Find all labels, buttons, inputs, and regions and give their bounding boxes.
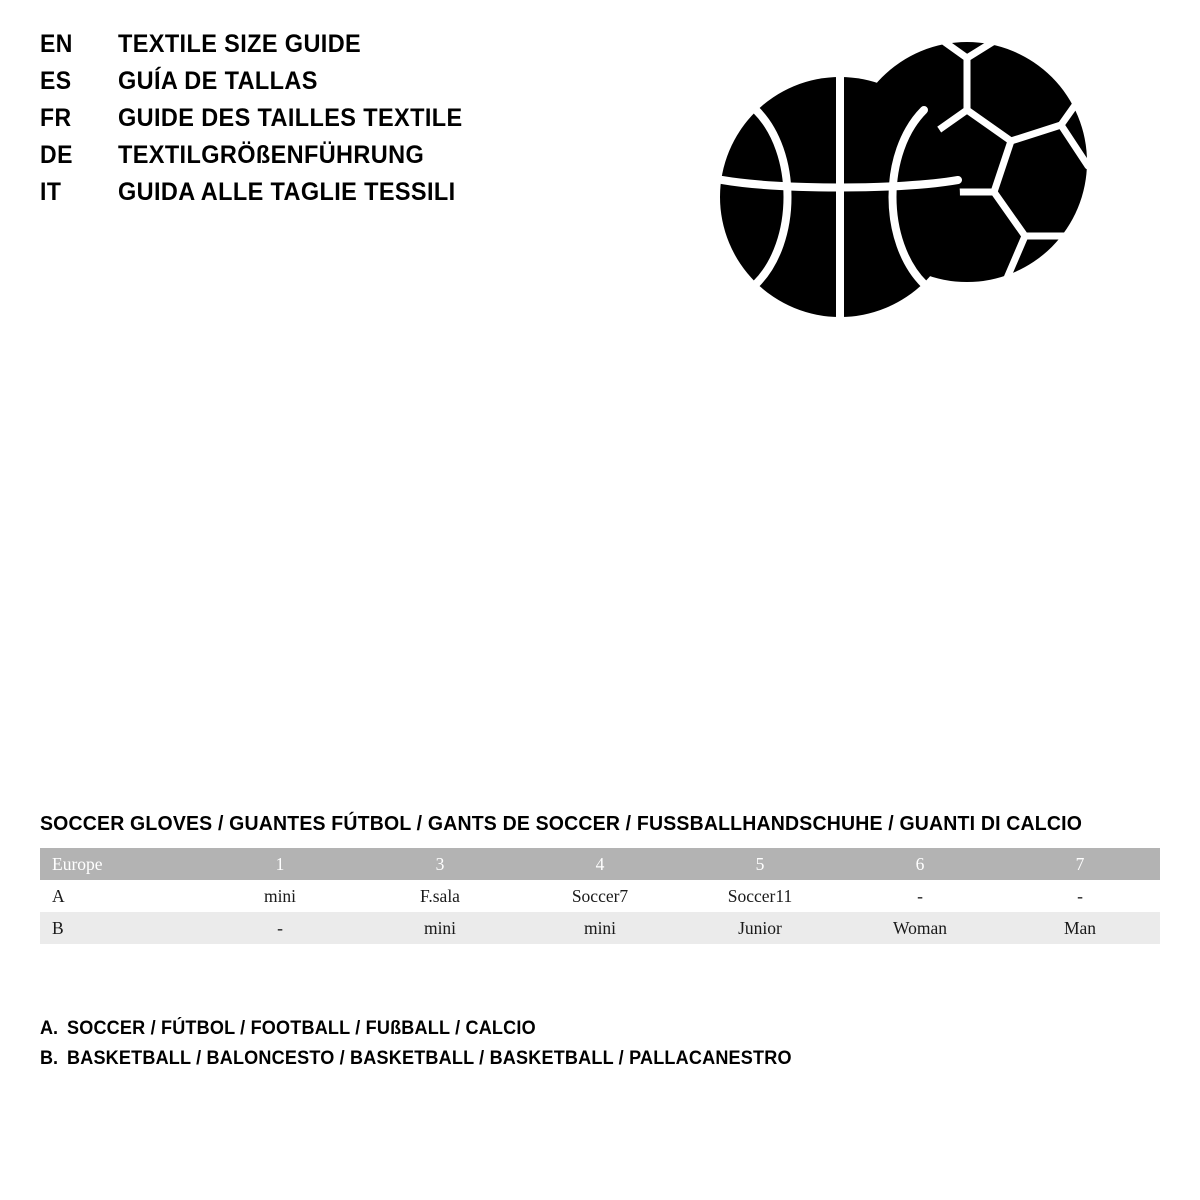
language-title-it: GUIDA ALLE TAGLIE TESSILI: [118, 178, 456, 206]
table-header-cell-europe: Europe: [40, 848, 200, 880]
language-title-es: GUÍA DE TALLAS: [118, 67, 318, 95]
table-cell-a-3: F.sala: [360, 880, 520, 912]
language-row-de: [40, 141, 680, 178]
language-code-en: EN: [40, 30, 73, 58]
legend-block: [40, 1018, 1140, 1078]
table-header-cell-6: 6: [840, 848, 1000, 880]
table-row-label-a: A: [40, 880, 200, 912]
table-cell-b-7: Man: [1000, 912, 1160, 944]
table-row: [40, 880, 1160, 912]
table-header-cell-5: 5: [680, 848, 840, 880]
legend-row-a: [40, 1018, 1140, 1048]
legend-row-b: [40, 1048, 1140, 1078]
language-header-list: [40, 30, 680, 215]
table-cell-a-1: mini: [200, 880, 360, 912]
language-code-es: ES: [40, 67, 72, 95]
legend-key-b: B.: [40, 1048, 59, 1069]
legend-text-b: BASKETBALL / BALONCESTO / BASKETBALL / BASKETBALL / PALLACANESTRO: [67, 1048, 792, 1069]
table-cell-b-6: Woman: [840, 912, 1000, 944]
size-table: [40, 848, 1160, 944]
table-cell-b-1: -: [200, 912, 360, 944]
table-header-row: [40, 848, 1160, 880]
language-title-en: TEXTILE SIZE GUIDE: [118, 30, 362, 58]
language-title-de: TEXTILGRÖßENFÜHRUNG: [118, 141, 425, 169]
basketball-icon: [720, 77, 960, 317]
language-row-fr: [40, 104, 680, 141]
table-header-cell-1: 1: [200, 848, 360, 880]
language-title-fr: GUIDE DES TAILLES TEXTILE: [118, 104, 463, 132]
table-cell-a-7: -: [1000, 880, 1160, 912]
table-header-cell-4: 4: [520, 848, 680, 880]
language-code-de: DE: [40, 141, 73, 169]
table-cell-b-3: mini: [360, 912, 520, 944]
language-row-en: [40, 30, 680, 67]
language-code-it: IT: [40, 178, 62, 206]
language-code-fr: FR: [40, 104, 72, 132]
table-cell-b-4: mini: [520, 912, 680, 944]
table-row: [40, 912, 1160, 944]
table-title: SOCCER GLOVES / GUANTES FÚTBOL / GANTS DE SOCCER / FUSSBALLHANDSCHUHE / GUANTI DI CALCIO: [40, 812, 1083, 835]
table-cell-a-5: Soccer11: [680, 880, 840, 912]
size-table-section: [40, 812, 1160, 944]
table-header-cell-3: 3: [360, 848, 520, 880]
language-row-es: [40, 67, 680, 104]
table-row-label-b: B: [40, 912, 200, 944]
table-cell-a-4: Soccer7: [520, 880, 680, 912]
language-row-it: [40, 178, 680, 215]
table-cell-a-6: -: [840, 880, 1000, 912]
legend-text-a: SOCCER / FÚTBOL / FOOTBALL / FUßBALL / CALCIO: [67, 1018, 536, 1039]
table-cell-b-5: Junior: [680, 912, 840, 944]
ball-illustration: [720, 40, 1100, 330]
legend-key-a: A.: [40, 1018, 59, 1039]
table-header-cell-7: 7: [1000, 848, 1160, 880]
